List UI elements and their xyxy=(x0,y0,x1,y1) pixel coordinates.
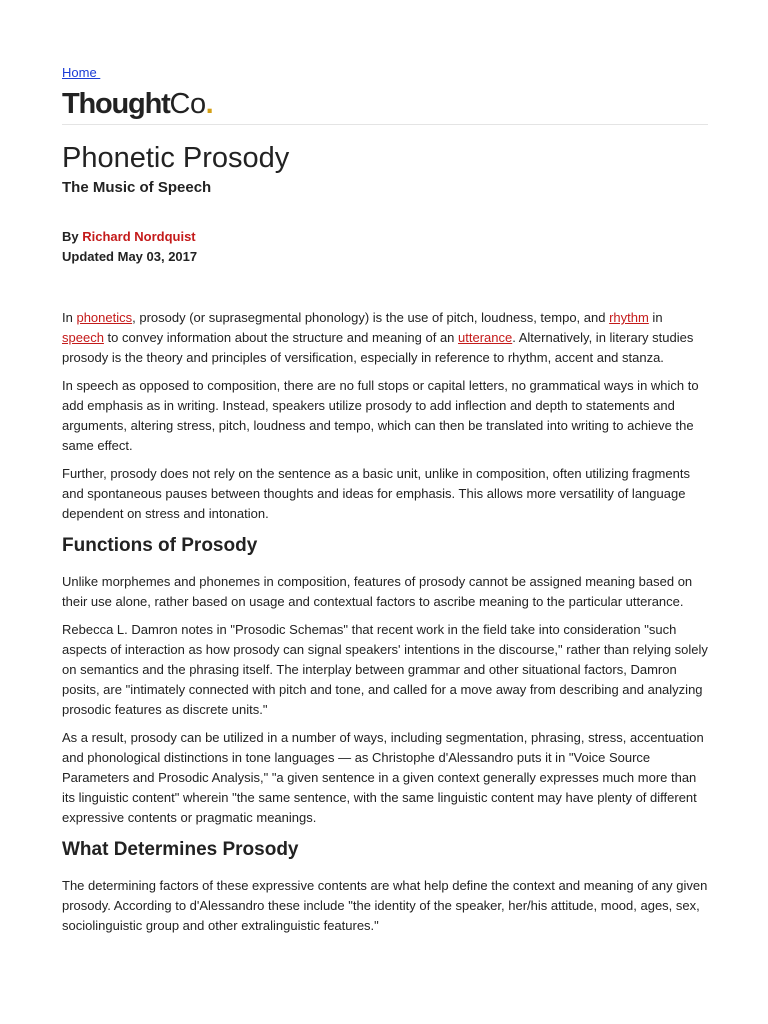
paragraph-intro xyxy=(62,308,708,368)
logo-dot: . xyxy=(205,88,213,120)
logo-word-co: Co xyxy=(169,88,206,120)
link-phonetics[interactable]: phonetics xyxy=(76,310,133,325)
updated-date: Updated May 03, 2017 xyxy=(62,249,198,264)
author-link[interactable]: Richard Nordquist xyxy=(82,229,196,244)
paragraph-morphemes: Unlike morphemes and phonemes in composition, features of prosody cannot be assigned meaning based on their use alone, rather based on usage and contextual factors to ascribe meaning to the particular utterance. xyxy=(62,574,693,609)
text-run: to convey information about the structure and meaning of an xyxy=(103,330,459,345)
link-speech[interactable]: speech xyxy=(62,330,104,345)
byline xyxy=(62,228,196,246)
heading-functions-of-prosody: Functions of Prosody xyxy=(62,535,258,556)
paragraph-damron: Rebecca L. Damron notes in "Prosodic Schemas" that recent work in the field take into consideration "such aspects of interaction as how prosody can signal speakers' intentions in the discourse," rather than relying solely on semantics and the phrasing itself. The interplay between grammar and other situational factors, Damron posits, are "intimately connected with pitch and tone, and called for a move away from describing and analyzing prosodic features as discrete units." xyxy=(62,622,708,717)
header-divider xyxy=(62,124,708,125)
heading-what-determines-prosody: What Determines Prosody xyxy=(62,839,299,860)
article-title: Phonetic Prosody xyxy=(62,142,290,174)
link-rhythm[interactable]: rhythm xyxy=(609,310,649,325)
paragraph-sentence-unit: Further, prosody does not rely on the sentence as a basic unit, unlike in composition, often utilizing fragments and spontaneous pauses between thoughts and ideas for emphasis. This allows more versatility of language dependent on stress and intonation. xyxy=(62,466,690,521)
text-run: In xyxy=(62,310,77,325)
paragraph-determining-factors: The determining factors of these expressive contents are what help define the context and meaning of any given prosody. According to d'Alessandro these include "the identity of the speaker, her/his attitude, mood, ages, sex, sociolinguistic group and other extralinguistic features." xyxy=(62,878,708,933)
paragraph-alessandro: As a result, prosody can be utilized in a number of ways, including segmentation, phrasing, stress, accentuation and phonological distinctions in tone languages — as Christophe d'Alessandro puts it in "Voice Source Parameters and Prosodic Analysis," "a given sentence in a given context generally expresses much more than its linguistic content" wherein "the same sentence, with the same linguistic content may have plenty of different expressive contents or pragmatic meanings. xyxy=(62,730,704,825)
text-run: , prosody (or suprasegmental phonology) is the use of pitch, loudness, tempo, and xyxy=(132,310,610,325)
text-run: . Alternatively, in literary studies prosody is the theory and principles of versification, especially in reference to rhythm, accent and stanza. xyxy=(62,330,694,365)
link-utterance[interactable]: utterance xyxy=(458,330,513,345)
logo-word-thought: Thought xyxy=(62,88,170,120)
article-body xyxy=(62,308,708,944)
article-subtitle: The Music of Speech xyxy=(62,179,212,196)
paragraph-speech-vs-composition: In speech as opposed to composition, there are no full stops or capital letters, no grammatical ways in which to add emphasis as in writing. Instead, speakers utilize prosody to add inflection and depth to statements and arguments, altering stress, pitch, loudness and tempo, which can then be translated into writing to achieve the same effect. xyxy=(62,378,699,453)
text-run: in xyxy=(648,310,663,325)
thoughtco-logo[interactable] xyxy=(62,86,212,122)
byline-prefix: By xyxy=(62,229,83,244)
home-link[interactable]: Home xyxy=(62,65,101,80)
